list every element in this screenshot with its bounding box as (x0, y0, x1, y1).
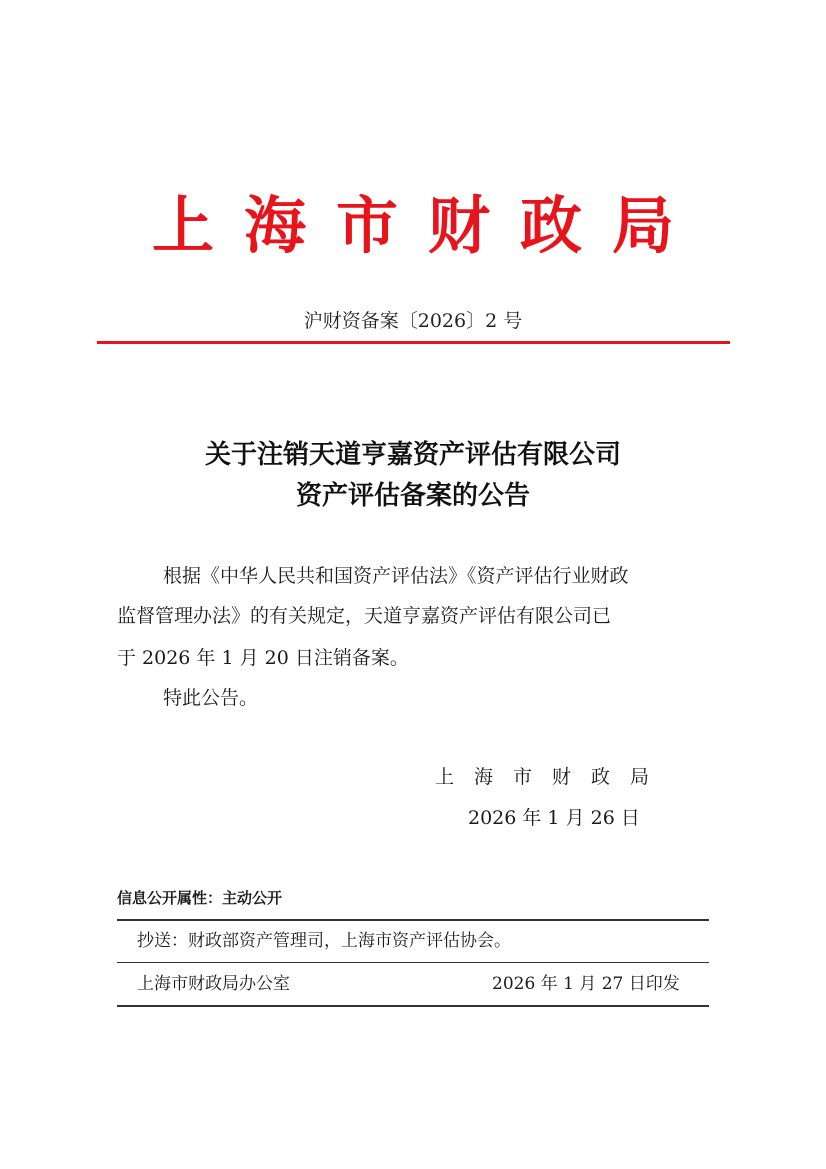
masthead-title: 上海市财政局 (151, 189, 704, 262)
red-divider (97, 341, 730, 344)
issue-date: 2026 年 1 月 27 日印发 (492, 974, 680, 994)
page-title-line2: 资产评估备案的公告 (295, 481, 530, 511)
body-paragraph-line3: 于 2026 年 1 月 20 日注销备案。 (117, 647, 409, 669)
footer-divider-bottom (117, 1005, 709, 1007)
issuing-office: 上海市财政局办公室 (137, 974, 290, 994)
body-paragraph-line1: 根据《中华人民共和国资产评估法》《资产评估行业财政 (163, 565, 629, 587)
footer-divider-top (117, 919, 709, 921)
closing-text: 特此公告。 (163, 687, 259, 709)
signature-organization: 上海市财政局 (435, 766, 670, 788)
signature-date: 2026 年 1 月 26 日 (468, 807, 640, 829)
cc-recipients: 抄送：财政部资产管理司，上海市资产评估协会。 (137, 931, 511, 951)
disclosure-attribute: 信息公开属性：主动公开 (117, 889, 283, 907)
body-paragraph-line2: 监督管理办法》的有关规定，天道亨嘉资产评估有限公司已 (117, 605, 612, 627)
page-title-line1: 关于注销天道亨嘉资产评估有限公司 (204, 440, 621, 470)
footer-divider-middle (117, 962, 709, 963)
document-number: 沪财资备案〔2026〕2 号 (303, 310, 523, 332)
